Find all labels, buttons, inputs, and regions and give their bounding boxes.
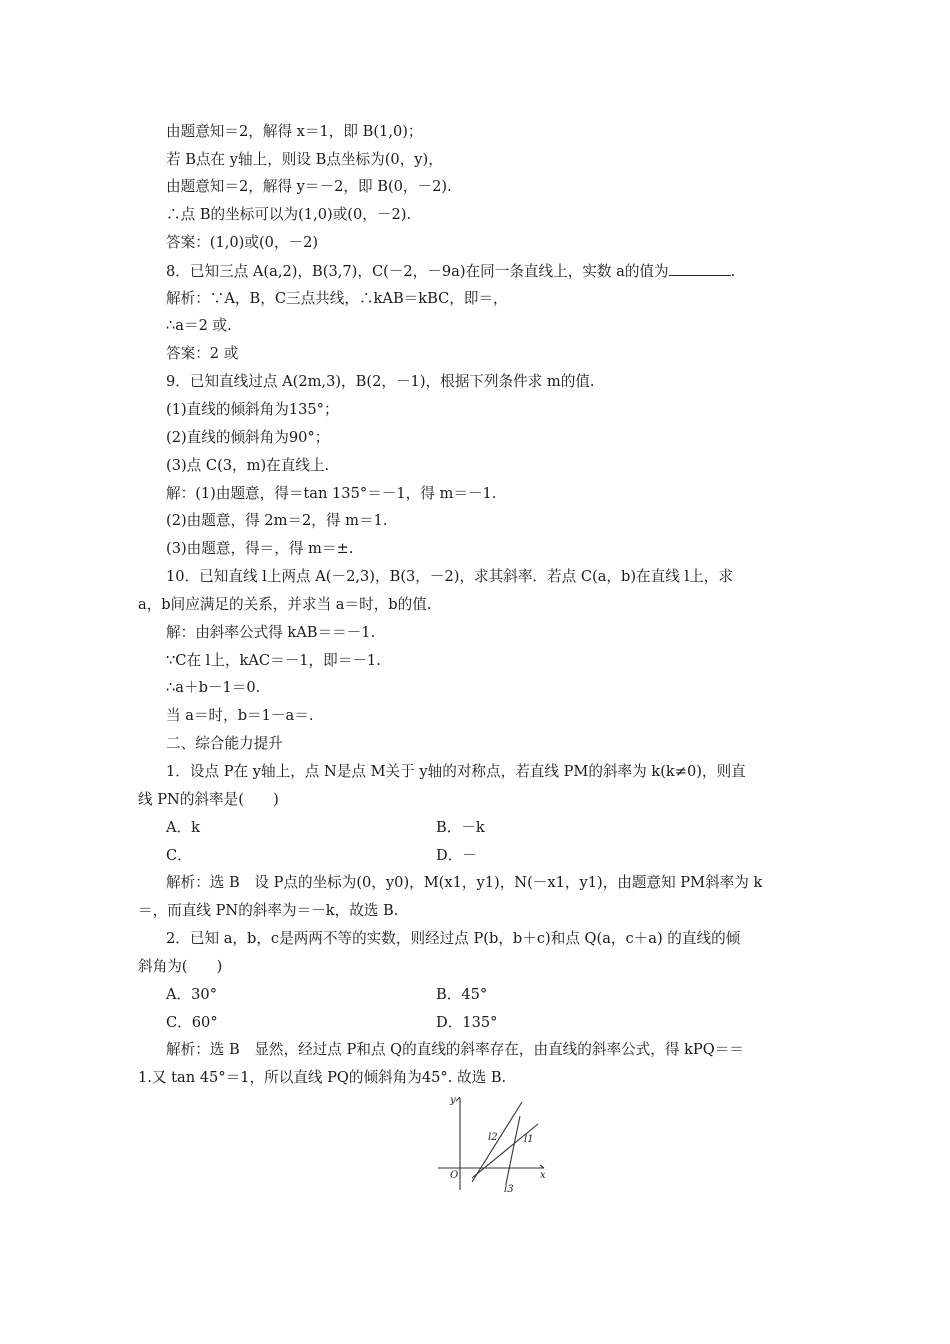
- question-1: 1．设点 P在 y轴上，点 N是点 M关于 y轴的对称点，若直线 PM的斜率为 k(k≠0)，则直: [166, 763, 746, 780]
- text-line: ∴a＋b－1＝0.: [166, 679, 261, 696]
- text-line: ∴点 B的坐标可以为(1,0)或(0，－2).: [166, 206, 412, 223]
- text-line: 若 B点在 y轴上，则设 B点坐标为(0，y)，: [166, 151, 443, 168]
- text-line: (2)直线的倾斜角为90°；: [166, 429, 330, 446]
- answer-blank: [669, 261, 731, 276]
- text-line: 由题意知＝2，解得 y＝－2，即 B(0，－2).: [166, 178, 452, 195]
- x-axis-label: x: [540, 1170, 546, 1181]
- option-d: D．135°: [436, 1014, 498, 1031]
- option-b: B．45°: [436, 986, 488, 1003]
- line-l3: [506, 1116, 520, 1184]
- answer-line: 答案：(1,0)或(0，－2): [166, 234, 319, 251]
- text-line: 解析：选 B 显然，经过点 P和点 Q的直线的斜率存在，由直线的斜率公式，得 kPQ＝＝: [166, 1041, 744, 1058]
- option-c: C．60°: [166, 1014, 218, 1031]
- question-8-text: 8．已知三点 A(a,2)，B(3,7)，C(－2，－9a)在同一条直线上，实数 a的值为: [166, 263, 669, 280]
- option-d: D．－: [436, 847, 477, 864]
- text-line: 线 PN的斜率是( ): [138, 791, 279, 808]
- answer-line: 答案：2 或: [166, 345, 239, 362]
- question-10: 10．已知直线 l上两点 A(－2,3)，B(3，－2)，求其斜率．若点 C(a，b)在直线 l上，求: [166, 568, 733, 585]
- text-line: 解析：选 B 设 P点的坐标为(0，y0)，M(x1，y1)，N(－x1，y1)，由题意知 PM斜率为 k: [166, 874, 763, 891]
- origin-label: O: [450, 1170, 459, 1181]
- label-l3: l3: [504, 1184, 514, 1194]
- text-line: (2)由题意，得 2m＝2，得 m＝1.: [166, 512, 388, 529]
- label-l2: l2: [488, 1132, 498, 1143]
- text-line: 由题意知＝2，解得 x＝1，即 B(1,0)；: [166, 123, 423, 140]
- line-slope-figure: [432, 1094, 550, 1194]
- option-c: C．: [166, 847, 192, 864]
- option-b: B．－k: [436, 819, 485, 836]
- text-line: ＝，而直线 PN的斜率为＝－k，故选 B.: [138, 902, 399, 919]
- text-line: ∴a＝2 或.: [166, 317, 232, 334]
- text-line: 解析：∵A，B，C三点共线，∴kAB＝kBC，即＝，: [166, 290, 508, 307]
- line-l1: [472, 1124, 538, 1178]
- text-line: (3)由题意，得＝，得 m＝±.: [166, 540, 354, 557]
- text-line: (3)点 C(3，m)在直线上.: [166, 457, 330, 474]
- text-line: 1.又 tan 45°＝1，所以直线 PQ的倾斜角为45°. 故选 B.: [138, 1069, 507, 1086]
- question-9: 9．已知直线过点 A(2m,3)，B(2，－1)，根据下列条件求 m的值.: [166, 373, 595, 390]
- question-2: 2．已知 a，b，c是两两不等的实数，则经过点 P(b，b＋c)和点 Q(a，c＋a) 的直线的倾: [166, 930, 741, 947]
- option-a: A．k: [166, 819, 200, 836]
- y-axis-arrow: [456, 1097, 460, 1101]
- text-line: a，b间应满足的关系，并求当 a＝时，b的值.: [138, 596, 432, 613]
- text-line: (1)直线的倾斜角为135°；: [166, 401, 339, 418]
- text-line: 解：由斜率公式得 kAB＝＝－1.: [166, 624, 376, 641]
- question-8: [166, 261, 735, 282]
- text-line: 斜角为( ): [138, 958, 223, 975]
- text-line: 解：(1)由题意，得＝tan 135°＝－1，得 m＝－1.: [166, 485, 497, 502]
- label-l1: l1: [524, 1134, 534, 1145]
- option-a: A．30°: [166, 986, 217, 1003]
- section-heading: 二、综合能力提升: [166, 735, 283, 752]
- text-line: 当 a＝时，b＝1－a＝.: [166, 707, 314, 724]
- text-line: ∵C在 l上，kAC＝－1，即＝－1.: [166, 652, 381, 669]
- y-axis-label: y: [450, 1095, 456, 1106]
- question-8-end: .: [730, 263, 736, 280]
